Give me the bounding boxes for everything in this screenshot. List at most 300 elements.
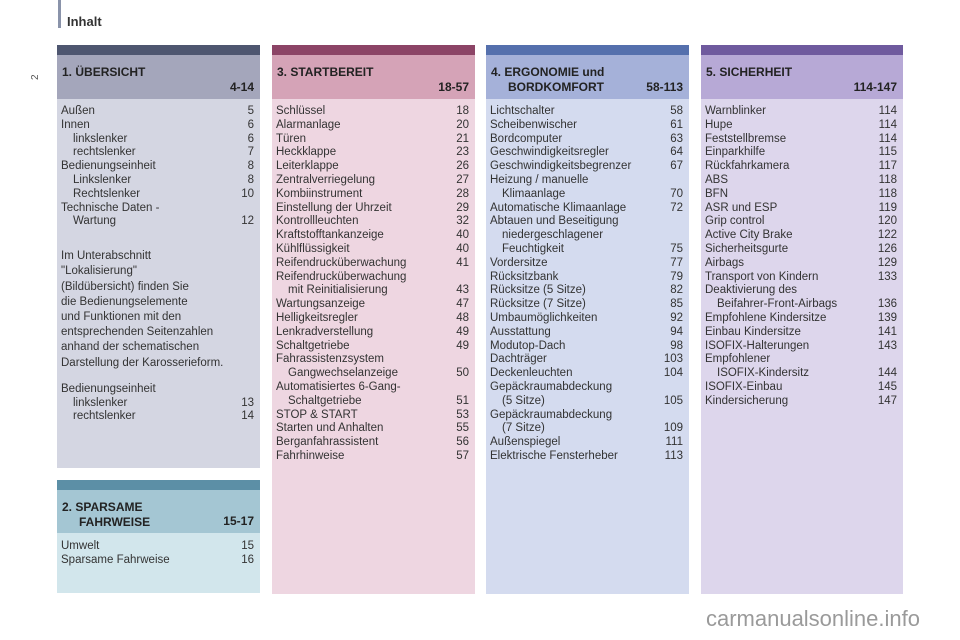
toc-entry-page: 7 bbox=[247, 146, 254, 159]
toc-entry-page: 55 bbox=[456, 422, 469, 435]
toc-entry[interactable] bbox=[486, 395, 689, 409]
toc-entry-page bbox=[663, 215, 683, 229]
toc-entry[interactable] bbox=[272, 160, 475, 174]
toc-entry[interactable] bbox=[701, 188, 903, 202]
toc-entry[interactable] bbox=[486, 215, 689, 229]
toc-entry-label: Geschwindigkeitsbegrenzer bbox=[490, 160, 632, 173]
section-4-entry-list bbox=[486, 105, 689, 464]
toc-entry[interactable] bbox=[272, 450, 475, 464]
toc-entry-page: 56 bbox=[456, 436, 469, 449]
toc-entry-label: Automatisiertes 6-Gang- bbox=[276, 380, 401, 393]
toc-entry[interactable] bbox=[272, 215, 475, 229]
toc-entry-page: 114 bbox=[878, 132, 897, 145]
toc-entry-label: Abtauen und Beseitigung bbox=[490, 215, 619, 228]
toc-entry[interactable] bbox=[57, 174, 260, 188]
toc-entry-page bbox=[234, 383, 254, 397]
toc-entry[interactable] bbox=[57, 105, 260, 119]
toc-entry-label: rechtslenker bbox=[73, 410, 136, 423]
toc-entry-page: 104 bbox=[663, 367, 683, 380]
section-1-body bbox=[57, 99, 260, 468]
toc-entry[interactable] bbox=[701, 381, 903, 395]
toc-entry[interactable] bbox=[486, 105, 689, 119]
toc-entry-label: Starten und Anhalten bbox=[276, 422, 384, 435]
toc-entry-page: 58 bbox=[670, 105, 683, 117]
toc-entry[interactable] bbox=[57, 215, 260, 229]
toc-entry-page bbox=[663, 174, 683, 188]
toc-entry[interactable] bbox=[272, 395, 475, 409]
toc-entry[interactable] bbox=[701, 298, 903, 312]
toc-entry-label: Außen bbox=[61, 105, 95, 117]
toc-entry-page: 6 bbox=[247, 118, 254, 131]
section-2-number: 2. bbox=[62, 500, 73, 514]
toc-entry-label: Airbags bbox=[705, 256, 744, 269]
toc-entry-label: Zentralverriegelung bbox=[276, 173, 376, 186]
toc-entry-label: Helligkeitsregler bbox=[276, 311, 358, 324]
toc-entry[interactable] bbox=[57, 410, 260, 424]
toc-entry[interactable] bbox=[486, 133, 689, 147]
toc-entry-page: 105 bbox=[663, 394, 683, 407]
toc-entry-page: 51 bbox=[456, 394, 469, 407]
page-title: Inhalt bbox=[67, 14, 102, 29]
toc-entry[interactable] bbox=[272, 202, 475, 216]
header-accent-bar bbox=[58, 0, 61, 28]
toc-entry-label: Hupe bbox=[705, 118, 733, 131]
toc-entry[interactable] bbox=[701, 367, 903, 381]
toc-entry-label: ISOFIX-Einbau bbox=[705, 380, 783, 393]
toc-entry-label: linkslenker bbox=[73, 396, 128, 409]
section-1-title: ÜBERSICHT bbox=[75, 65, 146, 79]
toc-entry-page: 32 bbox=[456, 215, 469, 228]
section-4-title-line1: ERGONOMIE und bbox=[504, 65, 605, 79]
toc-entry-label: Wartungsanzeige bbox=[276, 298, 366, 311]
toc-entry-label: Technische Daten - bbox=[61, 201, 160, 214]
toc-entry[interactable] bbox=[486, 436, 689, 450]
toc-entry-page bbox=[449, 353, 469, 367]
section-4-body bbox=[486, 99, 689, 594]
toc-entry-page: 18 bbox=[456, 105, 469, 117]
toc-entry-page: 129 bbox=[877, 256, 897, 269]
section-2-strip bbox=[57, 480, 260, 490]
toc-entry[interactable] bbox=[701, 284, 903, 298]
toc-entry-label: Berganfahrassistent bbox=[276, 436, 379, 449]
section-4-number: 4. bbox=[491, 65, 502, 79]
toc-entry-page: 12 bbox=[241, 215, 254, 228]
toc-entry-page: 111 bbox=[665, 436, 683, 449]
toc-entry-label: Warnblinker bbox=[705, 105, 766, 117]
toc-entry-label: Bedienungseinheit bbox=[61, 382, 156, 395]
toc-entry-label: Scheibenwischer bbox=[490, 118, 577, 131]
toc-entry-label: Deckenleuchten bbox=[490, 367, 573, 380]
toc-entry-label: Rücksitzbank bbox=[490, 270, 559, 283]
toc-entry[interactable] bbox=[486, 174, 689, 188]
section-1-overview bbox=[57, 45, 260, 468]
toc-entry[interactable] bbox=[486, 367, 689, 381]
toc-entry-page: 40 bbox=[456, 229, 469, 242]
toc-entry-label: Kombiinstrument bbox=[276, 187, 363, 200]
toc-entry-label: Bedienungseinheit bbox=[61, 160, 156, 173]
toc-entry-page: 5 bbox=[247, 105, 254, 117]
section-5-strip bbox=[701, 45, 903, 55]
toc-entry-label: Gangwechselanzeige bbox=[288, 367, 398, 380]
toc-entry-page: 114 bbox=[878, 118, 897, 131]
toc-entry-label: Rücksitze (5 Sitze) bbox=[490, 284, 586, 297]
toc-entry-page: 114 bbox=[878, 105, 897, 117]
toc-entry-page: 14 bbox=[241, 410, 254, 423]
toc-entry-page: 133 bbox=[877, 270, 897, 283]
toc-entry-label: (5 Sitze) bbox=[502, 394, 545, 407]
page-number: 2 bbox=[30, 74, 41, 80]
toc-entry-page: 136 bbox=[877, 298, 897, 311]
toc-entry[interactable] bbox=[272, 326, 475, 340]
toc-entry[interactable] bbox=[486, 229, 689, 243]
toc-entry[interactable] bbox=[57, 160, 260, 174]
toc-entry-page: 145 bbox=[877, 380, 897, 393]
toc-entry[interactable] bbox=[701, 353, 903, 367]
toc-entry-page: 126 bbox=[877, 242, 897, 255]
section-4-ergonomie bbox=[486, 45, 689, 594]
toc-entry-label: Umbaumöglichkeiten bbox=[490, 311, 598, 324]
toc-entry-page: 75 bbox=[670, 242, 683, 255]
toc-entry-label: mit Reinitialisierung bbox=[288, 284, 388, 297]
toc-entry-label: Grip control bbox=[705, 215, 765, 228]
toc-entry-page: 139 bbox=[877, 311, 897, 324]
toc-entry[interactable] bbox=[701, 105, 903, 119]
toc-entry[interactable] bbox=[272, 188, 475, 202]
toc-entry[interactable] bbox=[486, 450, 689, 464]
toc-entry-page: 94 bbox=[670, 325, 683, 338]
toc-entry[interactable] bbox=[701, 312, 903, 326]
toc-entry-label: Beifahrer-Front-Airbags bbox=[717, 298, 838, 311]
toc-entry-label: Kühlflüssigkeit bbox=[276, 242, 350, 255]
toc-entry[interactable] bbox=[272, 353, 475, 367]
toc-entry-label: Empfohlene Kindersitze bbox=[705, 311, 827, 324]
toc-entry[interactable] bbox=[701, 340, 903, 354]
toc-entry-page: 103 bbox=[663, 353, 683, 366]
section-1-range: 4-14 bbox=[229, 80, 254, 94]
section-4-title-line2: BORDKOMFORT bbox=[508, 80, 604, 94]
toc-entry-page: 6 bbox=[247, 132, 254, 145]
toc-entry[interactable] bbox=[486, 409, 689, 423]
toc-entry-label: Kontrollleuchten bbox=[276, 215, 359, 228]
toc-entry-label: Schlüssel bbox=[276, 105, 326, 117]
toc-entry-label: Schaltgetriebe bbox=[276, 339, 350, 352]
section-4-strip bbox=[486, 45, 689, 55]
toc-entry[interactable] bbox=[486, 271, 689, 285]
section-5-entry-list bbox=[701, 105, 903, 409]
section-5-title: SICHERHEIT bbox=[719, 65, 793, 79]
toc-entry-page: 70 bbox=[670, 187, 683, 200]
toc-entry-page: 120 bbox=[877, 215, 897, 228]
toc-entry-page: 49 bbox=[456, 339, 469, 352]
toc-entry-page: 43 bbox=[456, 284, 469, 297]
section-2-sparsame-fahrweise bbox=[57, 480, 260, 593]
section-4-range: 58-113 bbox=[646, 80, 683, 94]
toc-entry-page: 144 bbox=[877, 367, 897, 380]
section-5-header[interactable] bbox=[701, 55, 903, 99]
toc-entry-page: 20 bbox=[456, 118, 469, 131]
toc-entry-page: 29 bbox=[456, 201, 469, 214]
toc-entry-label: Linkslenker bbox=[73, 173, 132, 186]
toc-entry-page: 50 bbox=[456, 367, 469, 380]
toc-entry[interactable] bbox=[486, 243, 689, 257]
toc-entry[interactable] bbox=[486, 284, 689, 298]
toc-entry-page: 40 bbox=[456, 242, 469, 255]
section-3-range: 18-57 bbox=[438, 80, 469, 94]
toc-entry-page: 115 bbox=[878, 146, 897, 159]
toc-entry-page: 16 bbox=[241, 553, 254, 566]
toc-entry-label: Fahrhinweise bbox=[276, 449, 345, 462]
section-1-header[interactable] bbox=[57, 55, 260, 99]
toc-entry[interactable] bbox=[486, 160, 689, 174]
toc-entry-page bbox=[663, 229, 683, 243]
toc-entry[interactable] bbox=[486, 257, 689, 271]
toc-entry-page: 21 bbox=[456, 132, 469, 145]
toc-entry[interactable] bbox=[701, 257, 903, 271]
toc-entry-page bbox=[663, 381, 683, 395]
section-5-number: 5. bbox=[706, 65, 717, 79]
toc-entry[interactable] bbox=[486, 326, 689, 340]
toc-entry-label: Wartung bbox=[73, 215, 117, 228]
toc-entry-label: ASR und ESP bbox=[705, 201, 778, 214]
toc-entry-page: 79 bbox=[670, 270, 683, 283]
toc-entry-page: 15 bbox=[241, 540, 254, 552]
toc-entry-page: 48 bbox=[456, 311, 469, 324]
toc-entry-page: 77 bbox=[670, 256, 683, 269]
toc-entry[interactable] bbox=[57, 146, 260, 160]
toc-entry-page: 8 bbox=[247, 160, 254, 173]
toc-entry[interactable] bbox=[57, 383, 260, 397]
toc-entry-label: Leiterklappe bbox=[276, 160, 339, 173]
toc-entry-page bbox=[449, 381, 469, 395]
toc-entry[interactable] bbox=[486, 146, 689, 160]
section-2-entry-list bbox=[57, 540, 260, 568]
toc-entry[interactable] bbox=[57, 540, 260, 554]
toc-entry-label: BFN bbox=[705, 187, 728, 200]
toc-entry[interactable] bbox=[57, 554, 260, 568]
toc-entry-label: Klimaanlage bbox=[502, 187, 566, 200]
toc-entry[interactable] bbox=[701, 215, 903, 229]
toc-entry-label: Ausstattung bbox=[490, 325, 551, 338]
toc-entry[interactable] bbox=[486, 119, 689, 133]
toc-entry-label: niedergeschlagener bbox=[502, 229, 604, 242]
toc-entry[interactable] bbox=[486, 202, 689, 216]
section-5-sicherheit bbox=[701, 45, 903, 594]
section-2-title-line1: SPARSAME bbox=[75, 500, 143, 514]
toc-entry-label: Einparkhilfe bbox=[705, 146, 766, 159]
toc-entry-page: 118 bbox=[878, 187, 897, 200]
section-3-number: 3. bbox=[277, 65, 288, 79]
toc-entry-label: STOP & START bbox=[276, 408, 358, 421]
toc-entry-page: 141 bbox=[877, 325, 897, 338]
toc-entry-label: Rückfahrkamera bbox=[705, 160, 790, 173]
toc-entry-page: 147 bbox=[877, 394, 897, 407]
toc-entry-label: Empfohlener bbox=[705, 353, 771, 366]
toc-entry-label: Heckklappe bbox=[276, 146, 337, 159]
toc-entry[interactable] bbox=[272, 105, 475, 119]
note-line: Darstellung der Karosserieform. bbox=[61, 356, 224, 369]
toc-entry-label: Rechtslenker bbox=[73, 187, 141, 200]
toc-entry-label: Bordcomputer bbox=[490, 132, 563, 145]
toc-entry-page: 13 bbox=[241, 396, 254, 409]
toc-entry-label: Geschwindigkeitsregler bbox=[490, 146, 609, 159]
section-3-header[interactable] bbox=[272, 55, 475, 99]
toc-entry-label: Modutop-Dach bbox=[490, 339, 566, 352]
toc-entry-page: 64 bbox=[670, 146, 683, 159]
toc-entry[interactable] bbox=[57, 119, 260, 133]
section-3-title: STARTBEREIT bbox=[290, 65, 374, 79]
toc-entry[interactable] bbox=[701, 146, 903, 160]
watermark: carmanualsonline.info bbox=[705, 606, 920, 631]
toc-entry[interactable] bbox=[272, 229, 475, 243]
toc-entry-label: Elektrische Fensterheber bbox=[490, 449, 618, 462]
section-1-number: 1. bbox=[62, 65, 73, 79]
section-3-body bbox=[272, 99, 475, 594]
toc-entry[interactable] bbox=[701, 229, 903, 243]
toc-entry[interactable] bbox=[272, 298, 475, 312]
toc-entry[interactable] bbox=[486, 298, 689, 312]
toc-entry-label: Lichtschalter bbox=[490, 105, 555, 117]
section-5-range: 114-147 bbox=[853, 80, 897, 94]
toc-entry[interactable] bbox=[272, 381, 475, 395]
section-1-note bbox=[57, 249, 260, 371]
section-1-entry-list-2 bbox=[57, 383, 260, 424]
toc-entry-label: Reifendrucküberwachung bbox=[276, 270, 407, 283]
section-1-entry-list bbox=[57, 105, 260, 229]
toc-entry-page: 118 bbox=[878, 173, 897, 186]
section-2-body bbox=[57, 533, 260, 593]
toc-entry-label: ABS bbox=[705, 173, 729, 186]
toc-entry[interactable] bbox=[57, 397, 260, 411]
toc-entry[interactable] bbox=[701, 326, 903, 340]
toc-entry-label: Transport von Kindern bbox=[705, 270, 819, 283]
toc-entry-label: ISOFIX-Kindersitz bbox=[717, 367, 810, 380]
toc-entry-label: Kraftstofftankanzeige bbox=[276, 229, 384, 242]
toc-entry-page: 82 bbox=[670, 284, 683, 297]
toc-entry[interactable] bbox=[701, 243, 903, 257]
toc-entry[interactable] bbox=[57, 202, 260, 216]
toc-entry-page bbox=[877, 284, 897, 298]
section-2-range: 15-17 bbox=[223, 514, 254, 528]
toc-entry-label: Gepäckraumabdeckung bbox=[490, 380, 613, 393]
toc-entry[interactable] bbox=[486, 422, 689, 436]
toc-entry-label: ISOFIX-Halterungen bbox=[705, 339, 810, 352]
toc-entry-page: 72 bbox=[670, 201, 683, 214]
note-line: anhand der schematischen bbox=[61, 341, 200, 354]
toc-entry[interactable] bbox=[272, 409, 475, 423]
toc-entry-label: Rücksitze (7 Sitze) bbox=[490, 298, 586, 311]
toc-entry[interactable] bbox=[272, 422, 475, 436]
note-line: "Lokalisierung" bbox=[61, 265, 137, 278]
section-3-strip bbox=[272, 45, 475, 55]
section-1-strip bbox=[57, 45, 260, 55]
note-line: (Bildübersicht) finden Sie bbox=[61, 280, 189, 293]
toc-entry[interactable] bbox=[701, 133, 903, 147]
toc-entry[interactable] bbox=[272, 146, 475, 160]
toc-entry[interactable] bbox=[272, 133, 475, 147]
toc-entry-page: 143 bbox=[877, 339, 897, 352]
toc-entry-page bbox=[663, 409, 683, 423]
toc-entry-label: Außenspiegel bbox=[490, 436, 561, 449]
section-5-body bbox=[701, 99, 903, 594]
toc-entry-page: 47 bbox=[456, 298, 469, 311]
section-3-entry-list bbox=[272, 105, 475, 464]
section-2-header[interactable] bbox=[57, 490, 260, 533]
toc-entry[interactable] bbox=[272, 174, 475, 188]
toc-entry-label: Fahrassistenzsystem bbox=[276, 353, 385, 366]
toc-entry[interactable] bbox=[272, 312, 475, 326]
toc-entry-page: 49 bbox=[456, 325, 469, 338]
toc-entry[interactable] bbox=[486, 312, 689, 326]
toc-entry[interactable] bbox=[701, 119, 903, 133]
toc-entry-page: 41 bbox=[456, 256, 469, 269]
toc-entry-page: 119 bbox=[878, 201, 897, 214]
toc-entry[interactable] bbox=[272, 367, 475, 381]
section-4-header[interactable] bbox=[486, 55, 689, 99]
toc-entry-page: 57 bbox=[456, 449, 469, 462]
toc-entry-label: Vordersitze bbox=[490, 256, 548, 269]
note-line: die Bedienungselemente bbox=[61, 295, 188, 308]
toc-entry-label: Feuchtigkeit bbox=[502, 242, 565, 255]
toc-entry[interactable] bbox=[272, 340, 475, 354]
toc-entry[interactable] bbox=[272, 284, 475, 298]
toc-entry-page: 67 bbox=[670, 160, 683, 173]
toc-entry[interactable] bbox=[486, 188, 689, 202]
toc-entry-page bbox=[234, 202, 254, 216]
toc-entry-label: (7 Sitze) bbox=[502, 422, 545, 435]
section-2-title-line2: FAHRWEISE bbox=[79, 515, 151, 529]
toc-entry-label: Einbau Kindersitze bbox=[705, 325, 801, 338]
toc-entry-label: rechtslenker bbox=[73, 146, 136, 159]
toc-entry[interactable] bbox=[701, 160, 903, 174]
toc-entry[interactable] bbox=[272, 243, 475, 257]
toc-entry-label: Umwelt bbox=[61, 540, 100, 552]
toc-entry[interactable] bbox=[701, 395, 903, 409]
section-3-startbereit bbox=[272, 45, 475, 594]
toc-entry-label: Lenkradverstellung bbox=[276, 325, 374, 338]
toc-entry-page bbox=[449, 271, 469, 285]
toc-entry[interactable] bbox=[272, 257, 475, 271]
toc-entry-page: 61 bbox=[670, 118, 683, 131]
toc-entry[interactable] bbox=[701, 174, 903, 188]
toc-entry-page: 113 bbox=[664, 449, 683, 462]
toc-entry-page: 109 bbox=[663, 422, 683, 435]
toc-entry-page: 8 bbox=[247, 173, 254, 186]
toc-entry[interactable] bbox=[701, 271, 903, 285]
toc-entry-label: Kindersicherung bbox=[705, 394, 789, 407]
toc-entry-page: 85 bbox=[670, 298, 683, 311]
note-line: entsprechenden Seitenzahlen bbox=[61, 326, 214, 339]
toc-entry[interactable] bbox=[57, 188, 260, 202]
toc-entry-label: Einstellung der Uhrzeit bbox=[276, 201, 392, 214]
toc-entry[interactable] bbox=[486, 353, 689, 367]
toc-entry-page: 92 bbox=[670, 311, 683, 324]
toc-entry[interactable] bbox=[272, 271, 475, 285]
toc-entry-label: Sicherheitsgurte bbox=[705, 242, 789, 255]
toc-entry-label: Alarmanlage bbox=[276, 118, 341, 131]
note-line: und Funktionen mit den bbox=[61, 310, 182, 323]
toc-entry-label: Reifendrucküberwachung bbox=[276, 256, 407, 269]
toc-entry[interactable] bbox=[272, 436, 475, 450]
toc-entry[interactable] bbox=[486, 340, 689, 354]
toc-entry-page: 122 bbox=[877, 229, 897, 242]
toc-entry[interactable] bbox=[272, 119, 475, 133]
toc-entry[interactable] bbox=[57, 133, 260, 147]
note-line: Im Unterabschnitt bbox=[61, 250, 152, 263]
toc-entry-page: 23 bbox=[456, 146, 469, 159]
toc-entry[interactable] bbox=[486, 381, 689, 395]
toc-entry[interactable] bbox=[701, 202, 903, 216]
toc-entry-label: Innen bbox=[61, 118, 90, 131]
